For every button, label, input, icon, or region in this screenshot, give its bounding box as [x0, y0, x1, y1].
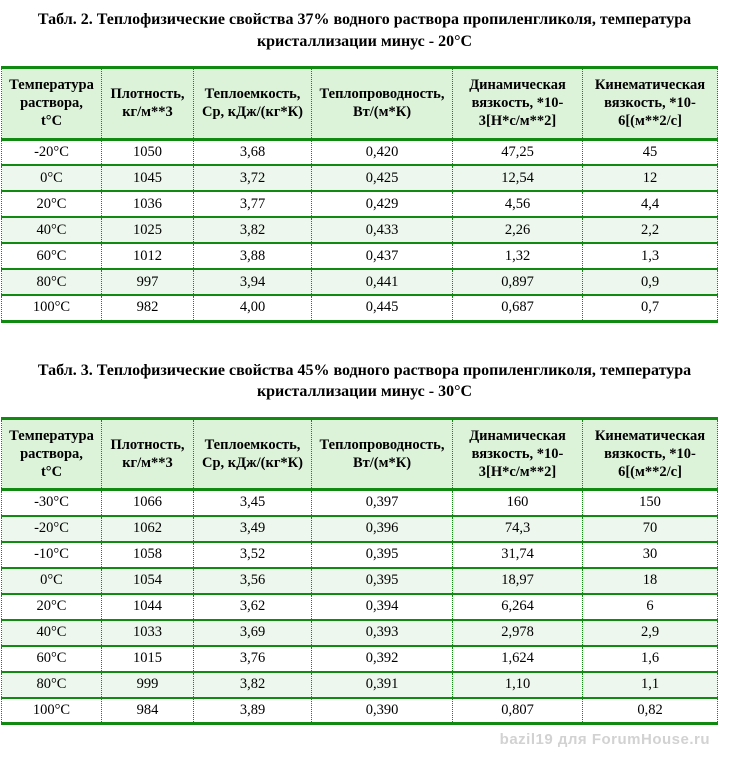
header-row — [2, 68, 718, 139]
table-cell: 30 — [583, 542, 718, 568]
column-header: Температура раствора, t°С — [2, 418, 102, 489]
table-cell: 1033 — [102, 620, 194, 646]
table-cell: 3,72 — [194, 165, 312, 191]
table-cell: 1036 — [102, 191, 194, 217]
column-header: Плотность, кг/м**3 — [102, 68, 194, 139]
table-cell: 3,69 — [194, 620, 312, 646]
table-row — [2, 568, 718, 594]
table-cell: 984 — [102, 698, 194, 724]
table-cell: 1,624 — [453, 646, 583, 672]
column-header: Динамическая вязкость, *10-3[Н*с/м**2] — [453, 68, 583, 139]
table-cell: 0,433 — [312, 217, 453, 243]
table-cell: 3,56 — [194, 568, 312, 594]
table-cell: 60°С — [2, 243, 102, 269]
table-cell: -30°С — [2, 490, 102, 516]
table-cell: 60°С — [2, 646, 102, 672]
table-cell: 4,00 — [194, 295, 312, 321]
table-cell: 2,2 — [583, 217, 718, 243]
table-37-body — [2, 139, 718, 321]
table-row — [2, 516, 718, 542]
table-cell: 1,32 — [453, 243, 583, 269]
table-cell: 0,897 — [453, 269, 583, 295]
table-cell: 1050 — [102, 139, 194, 165]
table-cell: 3,82 — [194, 672, 312, 698]
table-cell: 3,77 — [194, 191, 312, 217]
table-row — [2, 139, 718, 165]
table-cell: 0°С — [2, 165, 102, 191]
table-row — [2, 269, 718, 295]
column-header: Плотность, кг/м**3 — [102, 418, 194, 489]
column-header: Теплопроводность, Вт/(м*К) — [312, 418, 453, 489]
table-row — [2, 490, 718, 516]
table-row — [2, 295, 718, 321]
spacer — [0, 323, 729, 351]
table-cell: 0,394 — [312, 594, 453, 620]
table-cell: -20°С — [2, 516, 102, 542]
table-cell: 0,441 — [312, 269, 453, 295]
table-cell: 0,425 — [312, 165, 453, 191]
table-cell: 3,68 — [194, 139, 312, 165]
table-cell: 0,395 — [312, 568, 453, 594]
column-header: Кинематическая вязкость, *10-6[(м**2/с] — [583, 418, 718, 489]
table-cell: 1,6 — [583, 646, 718, 672]
column-header: Динамическая вязкость, *10-3[Н*с/м**2] — [453, 418, 583, 489]
table-37-percent-solution — [1, 66, 718, 322]
table-cell: 3,52 — [194, 542, 312, 568]
table-row — [2, 542, 718, 568]
table-3-title: Табл. 3. Теплофизические свойства 45% водного раствора пропиленгликоля, температура кристаллизации минус - 30°С — [37, 361, 692, 401]
table-cell: 0,82 — [583, 698, 718, 724]
table-cell: 3,82 — [194, 217, 312, 243]
table-cell: 1,10 — [453, 672, 583, 698]
table-cell: 3,49 — [194, 516, 312, 542]
table-cell: 80°С — [2, 672, 102, 698]
table-cell: 1012 — [102, 243, 194, 269]
table-cell: 45 — [583, 139, 718, 165]
table-cell: 4,4 — [583, 191, 718, 217]
table-cell: 3,45 — [194, 490, 312, 516]
table-cell: 6 — [583, 594, 718, 620]
watermark: bazil19 для ForumHouse.ru — [499, 731, 710, 748]
table-cell: 0,392 — [312, 646, 453, 672]
column-header: Кинематическая вязкость, *10-6[(м**2/с] — [583, 68, 718, 139]
table-cell: 1025 — [102, 217, 194, 243]
table-row — [2, 646, 718, 672]
table-cell: 1044 — [102, 594, 194, 620]
table-cell: 0,397 — [312, 490, 453, 516]
table-cell: 1045 — [102, 165, 194, 191]
table-row — [2, 217, 718, 243]
table-cell: 1054 — [102, 568, 194, 594]
column-header: Теплоемкость, Ср, кДж/(кг*К) — [194, 68, 312, 139]
table-cell: 0,391 — [312, 672, 453, 698]
table-45-body — [2, 490, 718, 724]
table-cell: 12 — [583, 165, 718, 191]
table-cell: 3,88 — [194, 243, 312, 269]
table-cell: 31,74 — [453, 542, 583, 568]
table-cell: 0,445 — [312, 295, 453, 321]
table-row — [2, 243, 718, 269]
table-cell: 999 — [102, 672, 194, 698]
table-cell: 150 — [583, 490, 718, 516]
table-row — [2, 698, 718, 724]
table-cell: -20°С — [2, 139, 102, 165]
table-row — [2, 165, 718, 191]
table-cell: 1015 — [102, 646, 194, 672]
table-cell: 2,26 — [453, 217, 583, 243]
table-cell: 0°С — [2, 568, 102, 594]
table-45-percent-solution — [1, 417, 718, 725]
table-cell: 4,56 — [453, 191, 583, 217]
table-cell: -10°С — [2, 542, 102, 568]
table-cell: 0,393 — [312, 620, 453, 646]
column-header: Температура раствора, t°С — [2, 68, 102, 139]
table-cell: 0,429 — [312, 191, 453, 217]
table-cell: 160 — [453, 490, 583, 516]
table-cell: 20°С — [2, 191, 102, 217]
table-cell: 3,76 — [194, 646, 312, 672]
table-cell: 18,97 — [453, 568, 583, 594]
table-cell: 20°С — [2, 594, 102, 620]
table-row — [2, 191, 718, 217]
column-header: Теплопроводность, Вт/(м*К) — [312, 68, 453, 139]
table-cell: 0,807 — [453, 698, 583, 724]
table-cell: 80°С — [2, 269, 102, 295]
table-45-header — [2, 418, 718, 489]
table-cell: 70 — [583, 516, 718, 542]
table-cell: 3,62 — [194, 594, 312, 620]
header-row — [2, 418, 718, 489]
table-cell: 0,7 — [583, 295, 718, 321]
table-cell: 982 — [102, 295, 194, 321]
table-cell: 0,437 — [312, 243, 453, 269]
table-cell: 100°С — [2, 295, 102, 321]
table-cell: 18 — [583, 568, 718, 594]
table-cell: 0,396 — [312, 516, 453, 542]
table-cell: 40°С — [2, 620, 102, 646]
table-cell: 1062 — [102, 516, 194, 542]
table-cell: 100°С — [2, 698, 102, 724]
table-cell: 1058 — [102, 542, 194, 568]
table-cell: 12,54 — [453, 165, 583, 191]
table-cell: 6,264 — [453, 594, 583, 620]
table-cell: 2,9 — [583, 620, 718, 646]
table-cell: 1,3 — [583, 243, 718, 269]
table-37-header — [2, 68, 718, 139]
table-cell: 47,25 — [453, 139, 583, 165]
table-cell: 1066 — [102, 490, 194, 516]
table-cell: 0,390 — [312, 698, 453, 724]
table-cell: 1,1 — [583, 672, 718, 698]
table-cell: 0,395 — [312, 542, 453, 568]
table-cell: 40°С — [2, 217, 102, 243]
table-cell: 0,687 — [453, 295, 583, 321]
table-row — [2, 672, 718, 698]
table-cell: 3,89 — [194, 698, 312, 724]
table-cell: 0,420 — [312, 139, 453, 165]
column-header: Теплоемкость, Ср, кДж/(кг*К) — [194, 418, 312, 489]
table-cell: 74,3 — [453, 516, 583, 542]
table-row — [2, 620, 718, 646]
table-row — [2, 594, 718, 620]
table-cell: 3,94 — [194, 269, 312, 295]
table-2-title: Табл. 2. Теплофизические свойства 37% водного раствора пропиленгликоля, температура кристаллизации минус - 20°С — [37, 11, 692, 50]
table-cell: 0,9 — [583, 269, 718, 295]
table-cell: 997 — [102, 269, 194, 295]
table-cell: 2,978 — [453, 620, 583, 646]
